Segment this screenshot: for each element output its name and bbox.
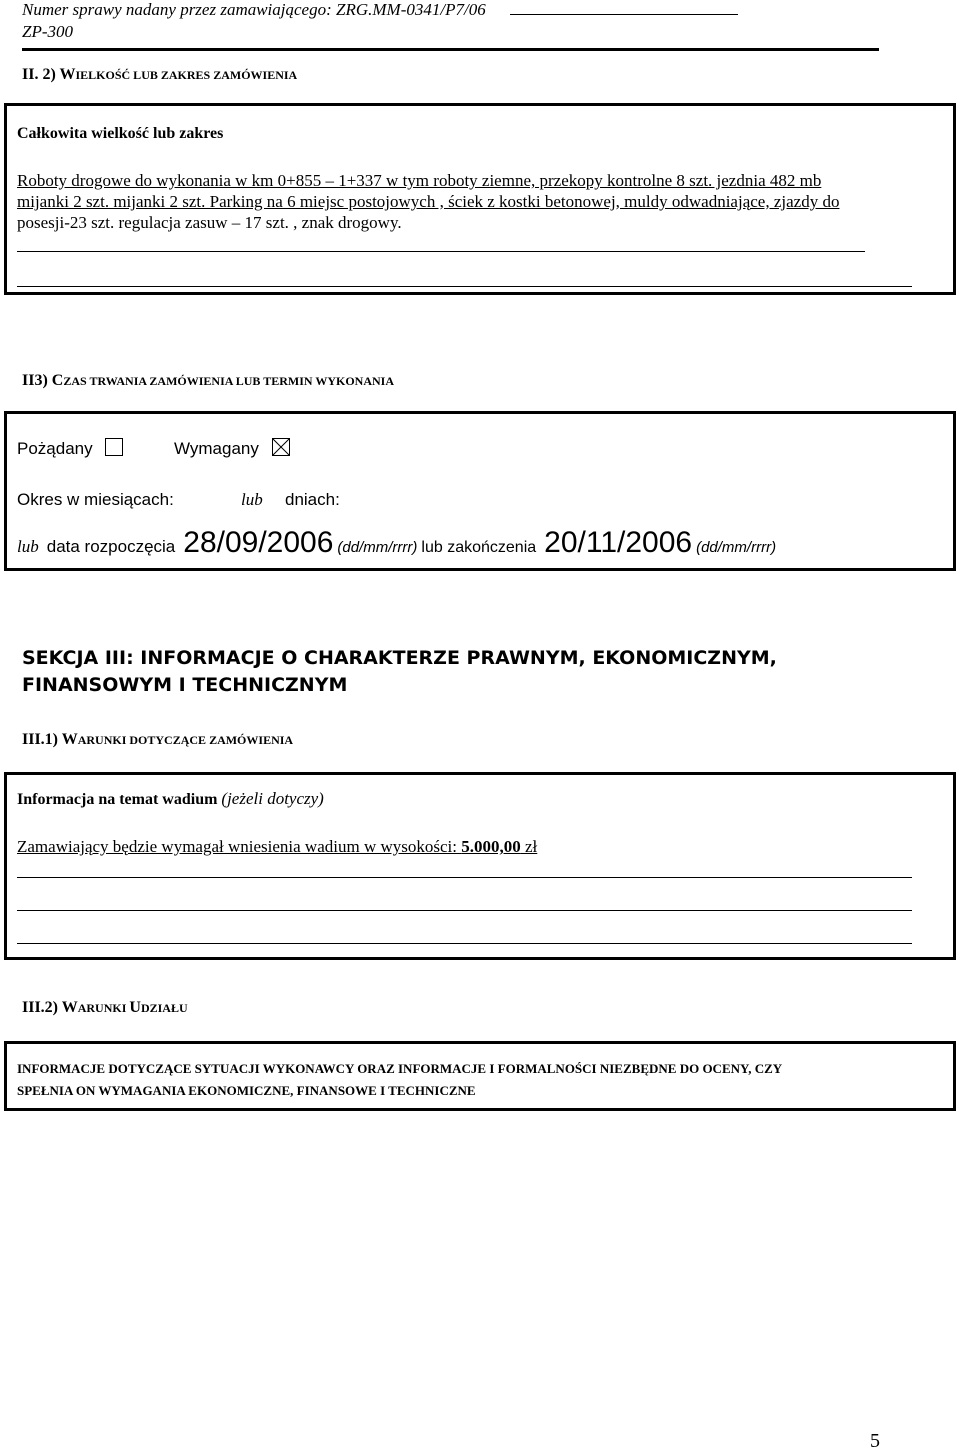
section-iii1-title-rest: ARUNKI DOTYCZĄCE ZAMÓWIENIA xyxy=(77,733,294,747)
dates-row xyxy=(17,526,776,560)
deposit-heading xyxy=(17,789,324,809)
section-iii-heading-line-1: SEKCJA III: INFORMACJE O CHARAKTERZE PRAWNYM, EKONOMICZNYM, xyxy=(22,647,777,669)
scope-box xyxy=(4,103,956,295)
header-divider xyxy=(22,48,879,51)
blank-line xyxy=(17,910,912,911)
section-iii2-title-rest-2: DZIAŁU xyxy=(140,1001,188,1015)
required-label: Wymagany xyxy=(174,439,259,458)
section-ii3-title xyxy=(22,372,394,390)
blank-line xyxy=(17,943,912,944)
or-label: lub xyxy=(241,490,263,509)
required-option xyxy=(174,438,290,459)
section-iii1-number: III.1) xyxy=(22,731,62,748)
blank-line xyxy=(17,286,912,287)
section-ii3-title-initial: C xyxy=(51,372,64,389)
section-iii2-title xyxy=(22,999,188,1017)
date-format-hint: (dd/mm/rrrr) xyxy=(696,539,777,556)
required-checkbox[interactable] xyxy=(272,438,290,456)
header-rule xyxy=(510,2,738,15)
start-date-label: data rozpoczęcia xyxy=(46,537,176,556)
scope-label: Całkowita wielkość lub zakres xyxy=(17,125,224,142)
start-date-value: 28/09/2006 xyxy=(183,526,334,559)
deposit-label: Informacja na temat wadium xyxy=(17,791,218,808)
section-iii1-title xyxy=(22,731,293,749)
blank-line xyxy=(17,251,865,252)
deposit-statement xyxy=(17,837,537,857)
blank-line xyxy=(17,877,912,878)
section-iii2-title-rest: ARUNKI xyxy=(77,1001,130,1015)
days-label: dniach: xyxy=(285,490,340,509)
case-number-header xyxy=(22,0,738,20)
case-number-text: Numer sprawy nadany przez zamawiającego: ZRG.MM-0341/P7/06 xyxy=(22,0,486,19)
deposit-amount: 5.000,00 xyxy=(461,837,521,856)
section-ii3-number: II3) xyxy=(22,372,52,389)
participation-info-line-1: INFORMACJE DOTYCZĄCE SYTUACJI WYKONAWCY ORAZ INFORMACJE I FORMALNOŚCI NIEZBĘDNE DO OCENY, CZY xyxy=(17,1061,783,1076)
end-date-label: lub zakończenia xyxy=(421,539,537,556)
section-ii2-title-initial: W xyxy=(59,66,76,83)
desired-label: Pożądany xyxy=(17,439,93,458)
section-iii-heading-line-2: FINANSOWYM I TECHNICZNYM xyxy=(22,674,348,696)
deposit-currency: zł xyxy=(520,837,538,856)
section-ii2-number: II. 2) xyxy=(22,66,60,83)
deposit-text: Zamawiający będzie wymagał wniesienia wadium w wysokości: xyxy=(17,837,462,856)
section-ii3-title-rest: ZAS TRWANIA ZAMÓWIENIA LUB TERMIN WYKONANIA xyxy=(63,374,394,388)
scope-desc-line-3: posesji-23 szt. regulacja zasuw – 17 szt. , znak drogowy. xyxy=(17,213,402,232)
deposit-note: (jeżeli dotyczy) xyxy=(221,789,324,808)
section-iii2-number: III.2) xyxy=(22,999,62,1016)
date-format-hint: (dd/mm/rrrr) xyxy=(337,539,418,556)
section-ii2-title xyxy=(22,66,297,84)
end-date-value: 20/11/2006 xyxy=(544,526,693,559)
or-label: lub xyxy=(17,537,39,556)
desired-checkbox[interactable] xyxy=(105,438,123,456)
deposit-box xyxy=(4,772,956,960)
months-label: Okres w miesiącach: xyxy=(17,490,174,509)
checkmark-x-icon xyxy=(273,439,289,455)
section-iii2-title-initial-2: U xyxy=(129,999,141,1016)
section-ii2-title-rest: IELKOŚĆ LUB ZAKRES ZAMÓWIENIA xyxy=(75,68,298,82)
duration-box xyxy=(4,411,956,571)
desired-option xyxy=(17,438,123,459)
scope-desc-line-2: mijanki 2 szt. mijanki 2 szt. Parking na 6 miejsc postojowych , ściek z kostki betonowej, muldy odwadniające, zjazdy do xyxy=(17,192,840,211)
participation-info-line-2: SPEŁNIA ON WYMAGANIA EKONOMICZNE, FINANSOWE I TECHNICZNE xyxy=(17,1083,476,1098)
participation-box xyxy=(4,1041,956,1111)
page-number: 5 xyxy=(870,1430,880,1452)
section-iii1-title-initial: W xyxy=(61,731,78,748)
form-code: ZP-300 xyxy=(22,22,73,41)
scope-desc-line-1: Roboty drogowe do wykonania w km 0+855 – 1+337 w tym roboty ziemne, przekopy kontrolne 8 szt. jezdnia 482 mb xyxy=(17,171,822,190)
section-iii-heading xyxy=(22,645,777,699)
section-iii2-title-initial: W xyxy=(61,999,78,1016)
